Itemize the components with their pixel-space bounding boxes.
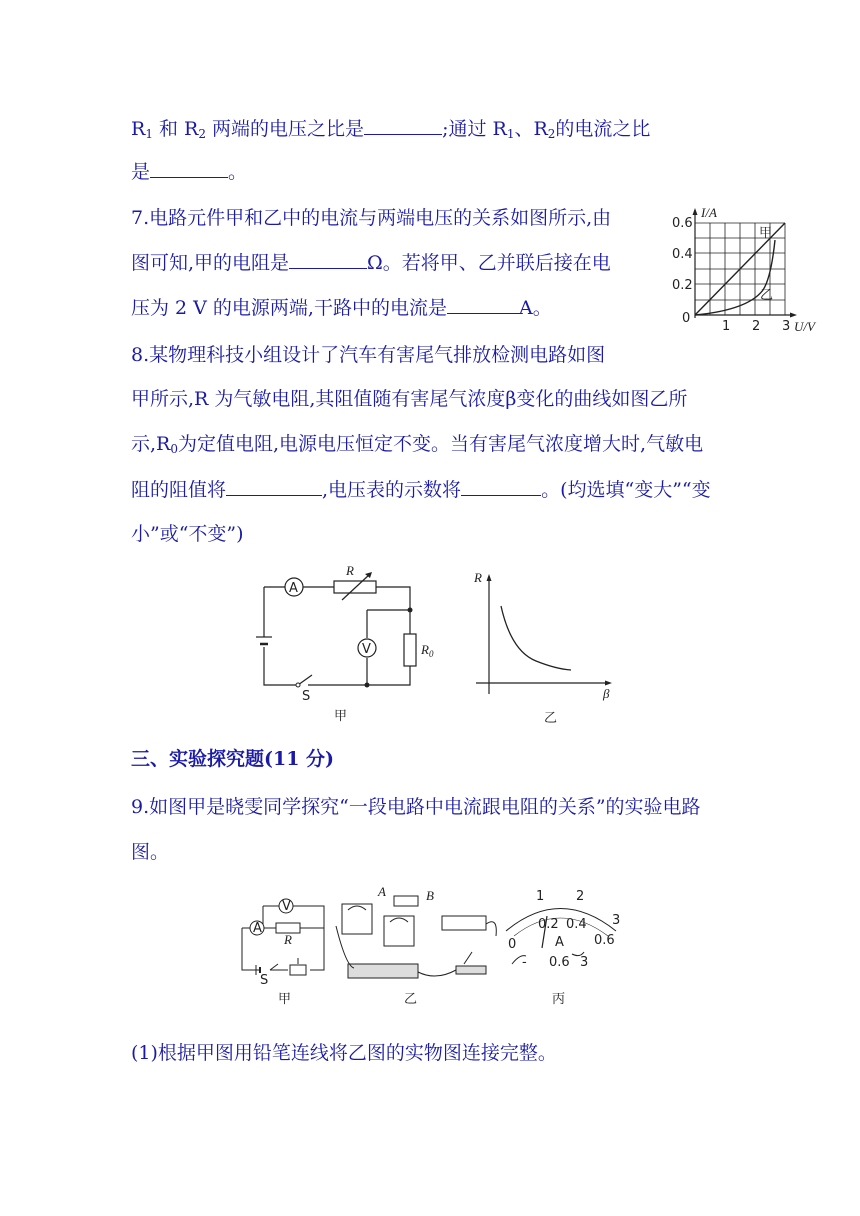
q8-circuit-diagram [252, 560, 432, 730]
q6-blank-current-ratio[interactable] [150, 159, 228, 178]
q9-dial-terminal-3: 3 [580, 955, 589, 970]
q9-dial-outer-3: 3 [612, 913, 621, 928]
q9-ammeter-dial [506, 889, 620, 970]
q8-voltmeter-label: V [362, 642, 371, 657]
q7-ytick-06: 0.6 [672, 216, 693, 231]
q9-switch-label: S [260, 973, 269, 988]
q7-y-label: I/A [701, 205, 717, 220]
q8-line4-a: 阻的阻值将 [131, 479, 227, 501]
q9-terminal-b: B [426, 888, 434, 903]
q6-and: 和 [159, 118, 185, 140]
q6-r2-sub: 2 [198, 127, 206, 141]
q7-xtick-3: 3 [782, 319, 791, 334]
q7-iu-graph [668, 200, 828, 340]
q6-text-b: ;通过 R [442, 118, 507, 140]
q6-line1 [131, 116, 650, 147]
q6-r2: R [184, 118, 199, 140]
q7-line3 [131, 295, 552, 321]
q6-r1: R [131, 118, 146, 140]
q6-text-c: 、R [514, 118, 548, 140]
q9-dial-inner-02: 0.2 [538, 917, 559, 932]
q6-line2 [131, 159, 247, 185]
q6-line2-start: 是 [131, 161, 151, 183]
q8-blank-resistance[interactable] [226, 477, 322, 496]
q8-line4-b: ,电压表的示数将 [322, 479, 462, 501]
q8-node-bottom [365, 683, 370, 688]
q9-dial-inner-06: 0.6 [594, 933, 615, 948]
q8-switch-pivot [296, 683, 300, 687]
q7-ytick-04: 0.4 [672, 247, 693, 262]
q7-line3-a: 压为 2 V 的电源两端,干路中的电流是 [131, 297, 447, 319]
q9-part1: (1)根据甲图用铅笔连线将乙图的实物图连接完整。 [131, 1042, 557, 1064]
q8-graph-y-arrow [487, 574, 492, 581]
section3-title: 三、实验探究题(11 分) [131, 748, 335, 770]
q7-blank-resistance[interactable] [289, 250, 367, 269]
q6-blank-voltage-ratio[interactable] [364, 116, 442, 135]
q8-r-label: R [346, 563, 354, 578]
q8-line3-sub: 0 [170, 442, 178, 456]
q9-dial-unit: A [555, 935, 564, 950]
q9-r-label: R [284, 932, 292, 947]
q9-dial-inner-0: 0 [508, 937, 517, 952]
q9-figures [236, 886, 636, 1016]
q7-line2 [131, 250, 611, 276]
q9-voltmeter-label: V [282, 899, 291, 914]
q9-dial-terminal-06: 0.6 [549, 955, 570, 970]
q9-caption-yi: 乙 [404, 992, 418, 1007]
q9-ammeter-label: A [253, 921, 262, 936]
q8-ammeter-label: A [289, 581, 298, 596]
q8-line3 [131, 431, 703, 462]
q8-r-beta-graph [466, 566, 626, 730]
q6-text-a: 两端的电压之比是 [212, 118, 365, 140]
q6-line2-end: 。 [228, 161, 248, 183]
q9-line1: 9.如图甲是晓雯同学探究“一段电路中电流跟电阻的关系”的实验电路 [131, 796, 701, 818]
q7-line2-a: 图可知,甲的电阻是 [131, 252, 290, 274]
q7-curve-yi [695, 240, 775, 315]
q7-line3-b: A。 [518, 297, 552, 319]
q7-line1: 7.电路元件甲和乙中的电流与两端电压的关系如图所示,由 [131, 207, 612, 229]
q6-text-d: 的电流之比 [555, 118, 651, 140]
q6-text-b-sub: 1 [506, 127, 515, 141]
q8-node-top [408, 608, 413, 613]
q8-switch-label: S [302, 689, 311, 704]
q7-blank-current[interactable] [447, 295, 519, 314]
q9-dial-terminal-neg: - [522, 955, 527, 970]
q8-line5: 小”或“不变”) [131, 523, 244, 545]
q9-apparatus-yi [336, 896, 496, 978]
q8-line4-c: 。(均选填“变大”“变 [541, 479, 711, 501]
q9-dial-outer-2: 2 [576, 889, 585, 904]
q9-caption-jia: 甲 [278, 992, 292, 1007]
q7-ytick-02: 0.2 [672, 278, 693, 293]
q8-graph-x-arrow [605, 681, 612, 686]
q8-line3-a: 示,R [131, 433, 171, 455]
q8-graph-curve [501, 606, 571, 670]
q7-x-label: U/V [794, 319, 815, 334]
q7-y-arrow [693, 208, 698, 215]
q9-caption-bing: 丙 [552, 992, 566, 1007]
q8-caption-yi: 乙 [544, 711, 558, 726]
q9-dial-inner-04: 0.4 [566, 917, 587, 932]
q6-r1-sub: 1 [145, 127, 153, 141]
q8-graph-x-label: β [603, 686, 610, 701]
q8-graph-y-label: R [474, 570, 482, 585]
q7-xtick-2: 2 [752, 319, 761, 334]
q6-text-c-sub: 2 [547, 127, 556, 141]
q8-line4 [131, 477, 711, 503]
q8-line1: 8.某物理科技小组设计了汽车有害尾气排放检测电路如图 [131, 344, 606, 366]
q7-label-jia: 甲 [759, 226, 773, 241]
q8-blank-voltmeter[interactable] [461, 477, 541, 496]
q9-line2: 图。 [131, 841, 170, 863]
q9-terminal-a: A [378, 884, 386, 899]
q9-circuit-jia [242, 906, 324, 975]
q8-r0-label: $R_0$ [421, 642, 434, 659]
q7-xtick-1: 1 [722, 319, 731, 334]
q7-x-arrow [790, 313, 797, 318]
q8-line2: 甲所示,R 为气敏电阻,其阻值随有害尾气浓度β变化的曲线如图乙所 [131, 388, 688, 410]
q8-caption-jia: 甲 [334, 709, 348, 724]
q7-label-yi: 乙 [760, 288, 774, 303]
q9-dial-outer-1: 1 [536, 889, 545, 904]
q7-line2-b: Ω。若将甲、乙并联后接在电 [367, 252, 611, 274]
q8-line3-b: 为定值电阻,电源电压恒定不变。当有害尾气浓度增大时,气敏电 [178, 433, 704, 455]
q7-origin: 0 [682, 311, 691, 326]
